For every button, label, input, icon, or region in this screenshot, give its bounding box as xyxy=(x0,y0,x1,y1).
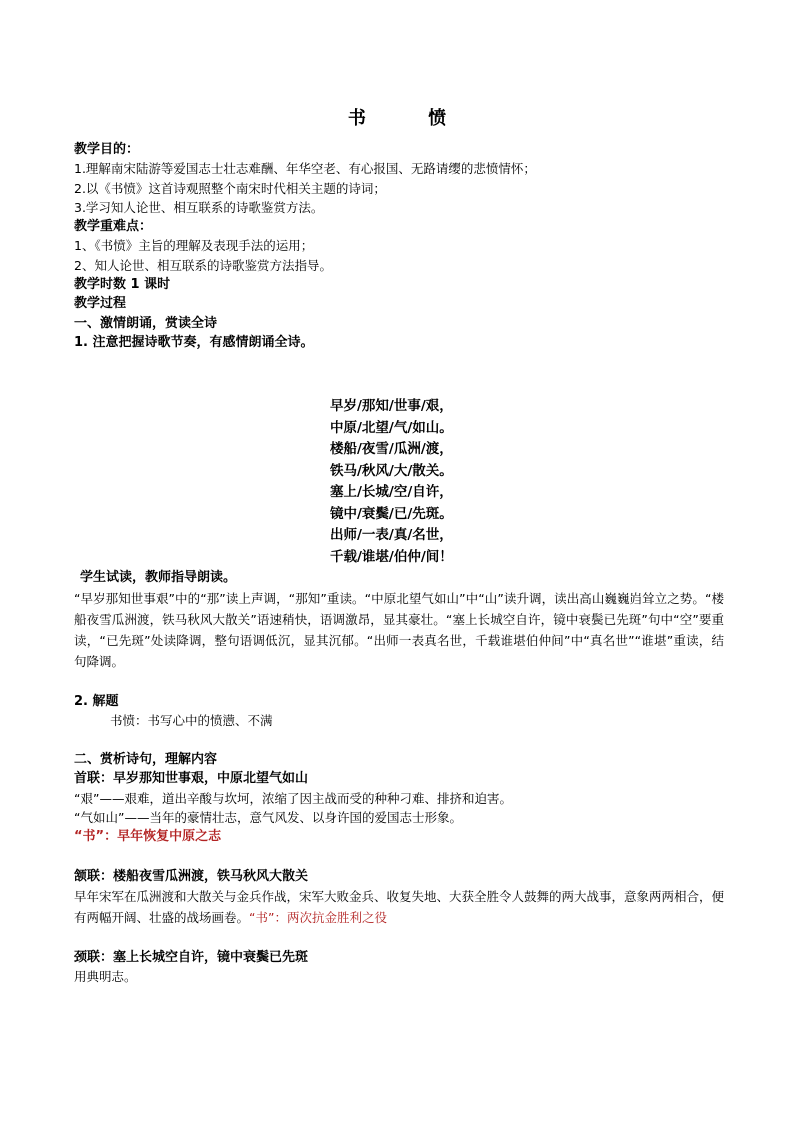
shoulian-shu: “书”：早年恢复中原之志 xyxy=(74,829,222,845)
poem-line: 楼船/夜雪/瓜洲/渡， xyxy=(330,441,453,458)
key-point-item: 1、《书愤》主旨的理解及表现手法的运用； xyxy=(74,238,314,254)
objective-item: 2.以《书愤》这首诗观照整个南宋时代相关主题的诗词； xyxy=(74,180,386,196)
shoulian-line: “艰”——艰难，道出辛酸与坎坷，浓缩了因主战而受的种种刁难、排挤和迫害。 xyxy=(74,790,512,806)
poem-line: 镜中/衰鬓/已/先斑。 xyxy=(330,505,453,522)
shoulian-line: “气如山”——当年的豪情壮志，意气风发、以身许国的爱国志士形象。 xyxy=(74,810,462,826)
shoulian-heading: 首联：早岁那知世事艰，中原北望气如山 xyxy=(74,771,309,787)
section1-heading: 一、激情朗诵，赏读全诗 xyxy=(74,315,218,331)
poem-line: 千载/谁堪/伯仲/间！ xyxy=(330,548,453,565)
reading-guide: 学生试读，教师指导朗读。 xyxy=(80,570,237,586)
objective-item: 3.学习知人论世、相互联系的诗歌鉴赏方法。 xyxy=(74,199,324,215)
step1-heading: 1. 注意把握诗歌节奏，有感情朗诵全诗。 xyxy=(74,334,314,350)
poem-line: 早岁/那知/世事/艰， xyxy=(330,398,453,415)
teaching-hours: 教学时数 1 课时 xyxy=(74,277,171,293)
poem-line: 铁马/秋风/大/散关。 xyxy=(330,462,453,479)
hanlian-shu: “书”：两次抗金胜利之役 xyxy=(249,909,387,925)
document-body xyxy=(74,140,724,987)
poem-line: 塞上/长城/空/自许， xyxy=(330,484,453,501)
process-heading: 教学过程 xyxy=(74,296,127,312)
jinglian-text: 用典明志。 xyxy=(74,969,137,985)
objective-item: 1.理解南宋陆游等爱国志士壮志难酬、年华空老、有心报国、无路请缨的悲愤情怀； xyxy=(74,161,536,177)
poem-line: 出师/一表/真/名世， xyxy=(330,527,453,544)
poem-line: 中原/北望/气/如山。 xyxy=(330,419,453,436)
key-point-item: 2、知人论世、相互联系的诗歌鉴赏方法指导。 xyxy=(74,257,332,273)
hanlian-text xyxy=(74,886,724,928)
page-title: 书 愤 xyxy=(347,108,475,129)
reading-note: “早岁那知世事艰”中的“那”读上声调，“那知”重读。“中原北望气如山”中“山”读升调，读出高山巍巍岿耸立之势。“楼船夜雪瓜洲渡，铁马秋风大散关”语速稍快，语调激昂，显其豪壮。“塞上长城空自许，镜中衰鬓已先斑”句中“空”要重读，“已先斑”处读降调，整句语调低沉，显其沉郁。“出师一表真名世，千载谁堪伯仲间”中“真名世”“谁堪”重读，结句降调。 xyxy=(74,590,724,669)
step2-heading: 2. 解题 xyxy=(74,693,119,709)
hanlian-heading: 颔联：楼船夜雪瓜洲渡，铁马秋风大散关 xyxy=(74,868,309,884)
objectives-heading: 教学目的： xyxy=(74,142,140,157)
step2-text: 书愤：书写心中的愤懑、不满 xyxy=(110,712,273,728)
jinglian-heading: 颈联：塞上长城空自许，镜中衰鬓已先斑 xyxy=(74,949,309,965)
hanlian-body: 早年宋军在瓜洲渡和大散关与金兵作战，宋军大败金兵、收复失地、大获全胜令人鼓舞的两大战事，意象两两相合，便有两幅开阔、壮盛的战场画卷。 xyxy=(74,888,725,925)
section2-heading: 二、赏析诗句，理解内容 xyxy=(74,752,218,768)
poem-block xyxy=(74,396,724,568)
key-points-heading: 教学重难点： xyxy=(74,219,153,235)
